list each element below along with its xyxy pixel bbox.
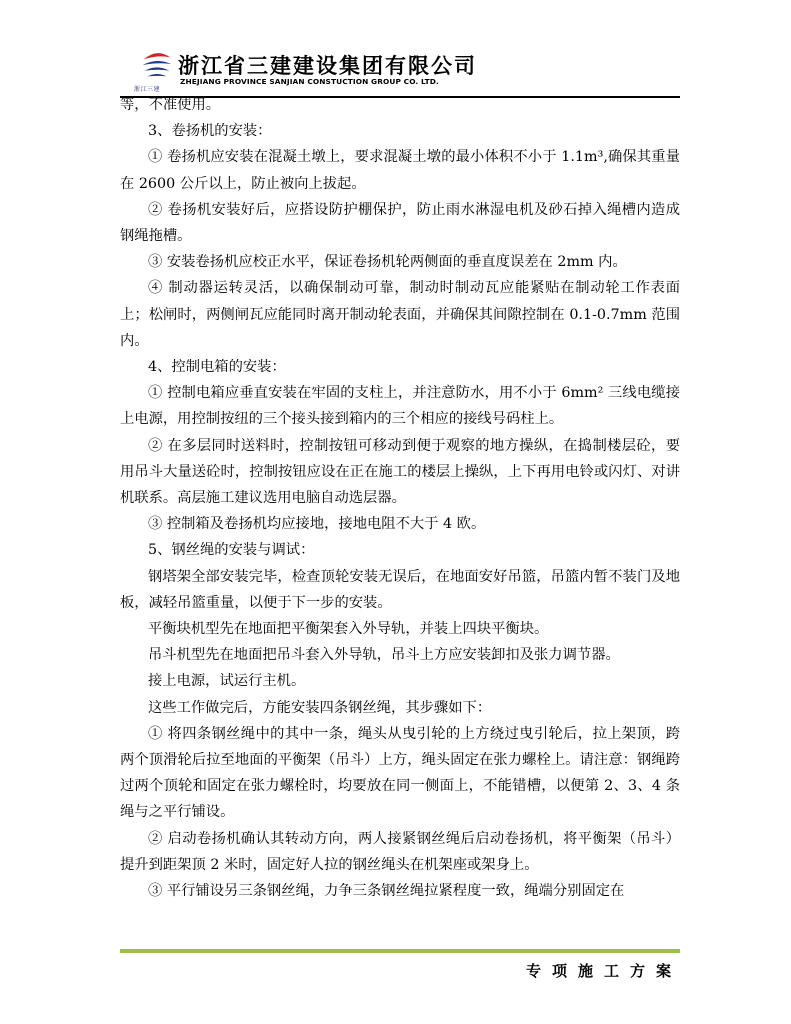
paragraph: 接上电源，试运行主机。: [148, 673, 306, 690]
logo-caption: 浙江三建: [134, 86, 161, 93]
paragraph: ③ 安装卷扬机应校正水平，保证卷扬机轮两侧面的垂直度误差在 2mm 内。: [148, 254, 627, 271]
section-heading: 3、卷扬机的安装：: [148, 123, 272, 140]
paragraph: 吊斗机型先在地面把吊斗套入外导轨，吊斗上方应安装卸扣及张力调节器。: [148, 647, 620, 664]
section-heading: 5、钢丝绳的安装与调试：: [148, 542, 315, 559]
company-logo-icon: [138, 46, 176, 84]
footer-divider: [120, 949, 680, 953]
paragraph: 这些工作做完后，方能安装四条钢丝绳，其步骤如下：: [148, 699, 492, 716]
paragraph: ① 卷扬机应安装在混凝土墩上，要求混凝土墩的最小体积不小于 1.1m³,确保其重量在 2600 公斤以上，防止被向上拔起。: [120, 149, 680, 192]
paragraph: ① 将四条钢丝绳中的其中一条，绳头从曳引轮的上方绕过曳引轮后，拉上架顶，跨两个顶滑轮后拉至地面的平衡架（吊斗）上方，绳头固定在张力螺栓上。请注意：钢绳跨过两个顶轮和固定在张力螺栓时，均要放在同一侧面上，不能错槽，以便第 2、3、4 条绳与之平行铺设。: [120, 725, 680, 821]
paragraph: 平衡块机型先在地面把平衡架套入外导轨，并装上四块平衡块。: [148, 621, 549, 638]
company-name-en: ZHEJIANG PROVINCE SANJIAN CONSTUCTION GROUP CO. LTD.: [180, 77, 439, 86]
paragraph: ③ 控制箱及卷扬机均应接地，接地电阻不大于 4 欧。: [148, 516, 486, 533]
document-body: [120, 92, 680, 904]
paragraph: ② 卷扬机安装好后，应搭设防护棚保护，防止雨水淋湿电机及砂石掉入绳槽内造成钢绳拖槽。: [120, 201, 680, 245]
section-heading: 4、控制电箱的安装：: [148, 359, 286, 376]
company-name-cn: 浙江省三建建设集团有限公司: [178, 54, 477, 78]
footer-label: 专项施工方案: [525, 962, 682, 980]
paragraph: ② 在多层同时送料时，控制按钮可移动到便于观察的地方操纵，在捣制楼层砼，要用吊斗大量送砼时，控制按钮应设在正在施工的楼层上操纵，上下再用电铃或闪灯、对讲机联系。高层施工建议选用电脑自动选层器。: [120, 437, 680, 507]
paragraph: 钢塔架全部安装完毕，检查顶轮安装无误后，在地面安好吊篮，吊篮内暂不装门及地板，减轻吊篮重量，以便于下一步的安装。: [120, 568, 680, 611]
paragraph: 等，不准使用。: [120, 97, 221, 113]
paragraph: ① 控制电箱应垂直安装在牢固的支柱上，并注意防水，用不小于 6mm² 三线电缆接上电源，用控制按纽的三个接头接到箱内的三个相应的接线号码柱上。: [120, 385, 680, 428]
paragraph: ④ 制动器运转灵活，以确保制动可靠，制动时制动瓦应能紧贴在制动轮工作表面上；松闸时，两侧闸瓦应能同时离开制动轮表面，并确保其间隙控制在 0.1-0.7mm 范围内。: [120, 280, 680, 349]
paragraph: ③ 平行铺设另三条钢丝绳，力争三条钢丝绳拉紧程度一致，绳端分别固定在: [148, 883, 625, 900]
paragraph: ② 启动卷扬机确认其转动方向，两人接紧钢丝绳后启动卷扬机，将平衡架（吊斗）提升到距架顶 2 米时，固定好人拉的钢丝绳头在机架座或架身上。: [120, 830, 680, 873]
